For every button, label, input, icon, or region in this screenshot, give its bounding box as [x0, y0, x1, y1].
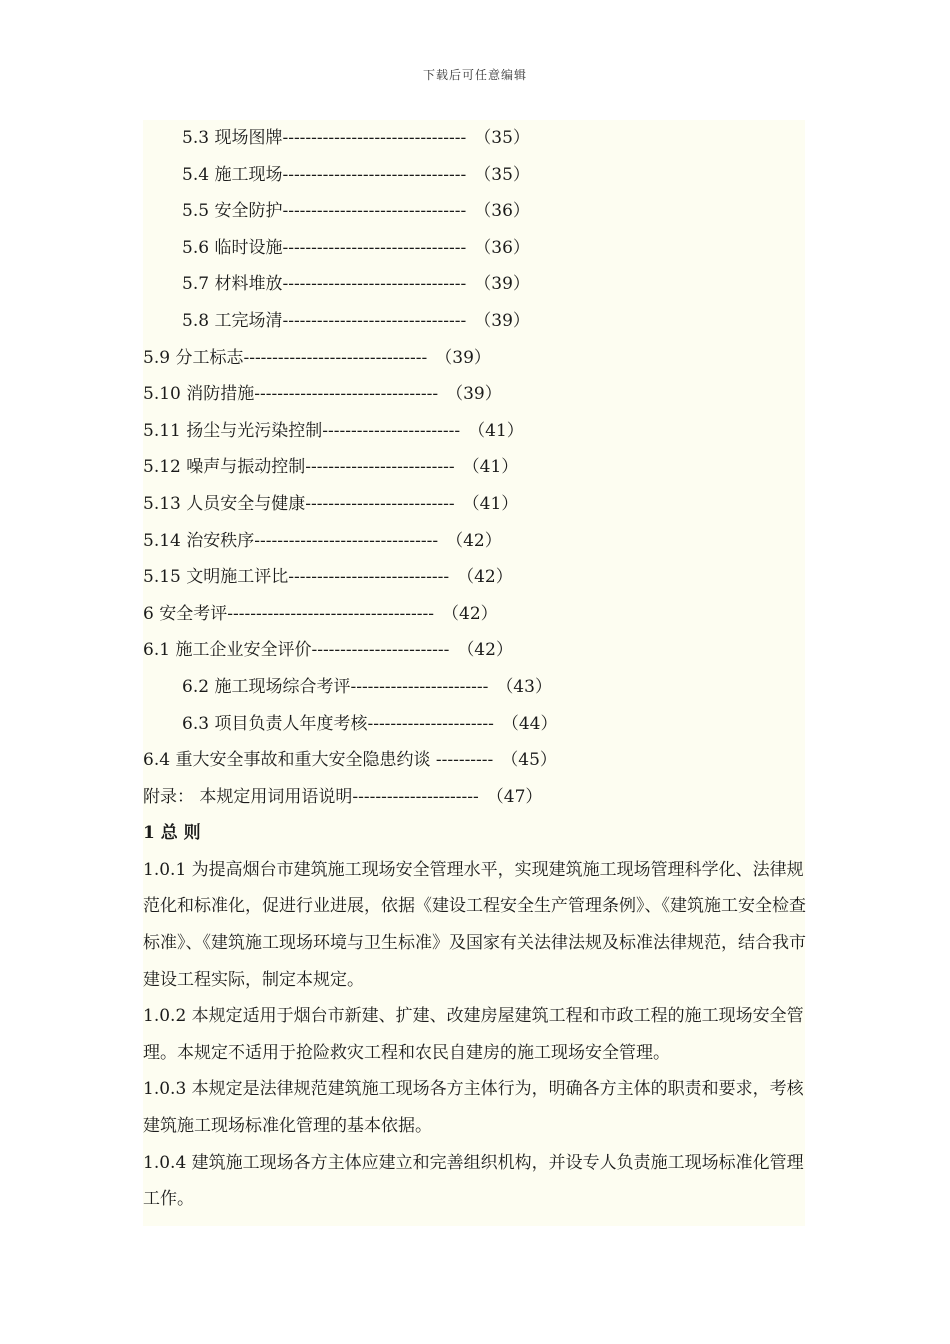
toc-entry-page: （36） — [474, 237, 530, 258]
toc-entry — [143, 120, 805, 157]
toc-entry — [143, 193, 805, 230]
toc-entry-page: （47） — [486, 786, 543, 807]
toc-entry-page: （39） — [435, 347, 491, 368]
toc-entry-leader: -------------------------------- — [243, 347, 428, 368]
toc-entry — [143, 340, 805, 377]
toc-entry-page: （44） — [501, 713, 558, 734]
toc-entry — [143, 376, 805, 413]
toc-entry-label: 5.3 现场图牌 — [182, 128, 283, 148]
toc-entry — [143, 523, 805, 560]
toc-entry-leader: -------------------------------- — [282, 201, 467, 222]
toc-entry-page: （35） — [474, 128, 530, 148]
toc-entry-page: （36） — [474, 201, 530, 222]
toc-entry-leader: ------------------------------------ — [227, 603, 435, 624]
toc-entry — [143, 449, 805, 486]
toc-entry-page: （42） — [457, 567, 513, 588]
toc-entry-leader: -------------------------------- — [254, 384, 439, 405]
toc-entry-page: （45） — [501, 750, 557, 771]
toc-entry-label: 5.9 分工标志 — [143, 347, 244, 368]
toc-entry-page: （41） — [462, 457, 519, 478]
toc-entry-leader: ------------------------ — [311, 640, 450, 661]
toc-entry — [143, 779, 805, 816]
toc-entry-label: 6.4 重大安全事故和重大安全隐患约谈 — [143, 750, 436, 771]
toc-entry-label: 5.6 临时设施 — [182, 237, 283, 258]
paragraphs — [143, 852, 805, 1218]
toc-entry — [143, 266, 805, 303]
toc-entry-page: （43） — [496, 676, 552, 697]
toc-entry — [143, 706, 805, 743]
toc-entry-leader: ------------------------ — [350, 676, 489, 697]
toc-entry-label: 5.14 治安秩序 — [143, 530, 255, 551]
toc-entry-page: （39） — [446, 384, 502, 405]
page-header: 下载后可任意编辑 — [422, 68, 527, 82]
toc-entry-leader: -------------------------- — [305, 457, 455, 478]
toc-entry-label: 5.4 施工现场 — [182, 164, 283, 185]
body-paragraph: 1.0.4 建筑施工现场各方主体应建立和完善组织机构，并设专人负责施工现场标准化管理工作。 — [143, 1152, 804, 1210]
body-paragraph: 1.0.2 本规定适用于烟台市新建、扩建、改建房屋建筑工程和市政工程的施工现场安全管理。本规定不适用于抢险救灾工程和农民自建房的施工现场安全管理。 — [143, 1006, 804, 1063]
toc-entry-leader: -------------------------------- — [282, 237, 467, 258]
toc-entry-label: 5.5 安全防护 — [182, 201, 283, 222]
toc-entry-page: （41） — [468, 420, 524, 441]
toc-entry-page: （42） — [446, 530, 502, 551]
toc-entry-label: 5.8 工完场清 — [182, 310, 283, 331]
toc-entry-leader: ---------- — [435, 750, 494, 771]
toc-entry-page: （39） — [474, 310, 530, 331]
toc-entry-leader: ---------------------------- — [288, 567, 450, 588]
toc-entry-label: 附录： 本规定用词用语说明 — [143, 786, 353, 807]
toc-entry-page: （39） — [474, 274, 530, 295]
toc-entry-label: 5.15 文明施工评比 — [143, 567, 289, 588]
toc-entry-leader: ---------------------- — [367, 713, 494, 734]
toc-entry-label: 6.3 项目负责人年度考核 — [182, 713, 368, 734]
toc-entry-label: 5.11 扬尘与光污染控制 — [143, 420, 323, 441]
toc-entry-label: 5.7 材料堆放 — [182, 274, 283, 295]
toc-entry-page: （41） — [462, 493, 519, 514]
toc-entry — [143, 157, 805, 194]
toc-entry — [143, 486, 805, 523]
toc-entry-leader: -------------------------- — [305, 493, 455, 514]
toc-entry — [143, 303, 805, 340]
toc-entry-label: 5.12 噪声与振动控制 — [143, 457, 306, 478]
toc-entry — [143, 669, 805, 706]
document-body — [143, 120, 805, 1226]
toc-entry — [143, 742, 805, 779]
toc-entry — [143, 413, 805, 450]
toc-entry-leader: -------------------------------- — [282, 274, 467, 295]
toc-entry — [143, 632, 805, 669]
toc-entry-label: 6 安全考评 — [143, 603, 228, 624]
toc-entry-leader: ---------------------- — [352, 786, 479, 807]
toc-entry-page: （42） — [457, 640, 513, 661]
toc-entry — [143, 596, 805, 633]
toc-entry — [143, 230, 805, 267]
body-paragraph: 1.0.1 为提高烟台市建筑施工现场安全管理水平，实现建筑施工现场管理科学化、法律规范化和标准化，促进行业进展，依据《建设工程安全生产管理条例》、《建筑施工安全检查标准》、《建筑施工现场环境与卫生标准》及国家有关法律法规及标准法律规范，结合我市建设工程实际，制定本规定。 — [143, 859, 806, 990]
table-of-contents — [143, 120, 805, 815]
toc-entry-leader: -------------------------------- — [254, 530, 439, 551]
toc-entry-leader: ------------------------ — [322, 420, 461, 441]
toc-entry-leader: -------------------------------- — [282, 128, 467, 148]
section-heading: 1 总 则 — [143, 823, 201, 844]
body-paragraph: 1.0.3 本规定是法律规范建筑施工现场各方主体行为，明确各方主体的职责和要求，考核建筑施工现场标准化管理的基本依据。 — [143, 1079, 804, 1137]
toc-entry-leader: -------------------------------- — [282, 310, 467, 331]
toc-entry-label: 5.10 消防措施 — [143, 384, 255, 405]
toc-entry-label: 6.1 施工企业安全评价 — [143, 640, 312, 661]
toc-entry-label: 6.2 施工现场综合考评 — [182, 676, 351, 697]
toc-entry-page: （35） — [474, 164, 530, 185]
toc-entry-leader: -------------------------------- — [282, 164, 467, 185]
toc-entry-page: （42） — [442, 603, 498, 624]
toc-entry — [143, 559, 805, 596]
toc-entry-label: 5.13 人员安全与健康 — [143, 493, 306, 514]
